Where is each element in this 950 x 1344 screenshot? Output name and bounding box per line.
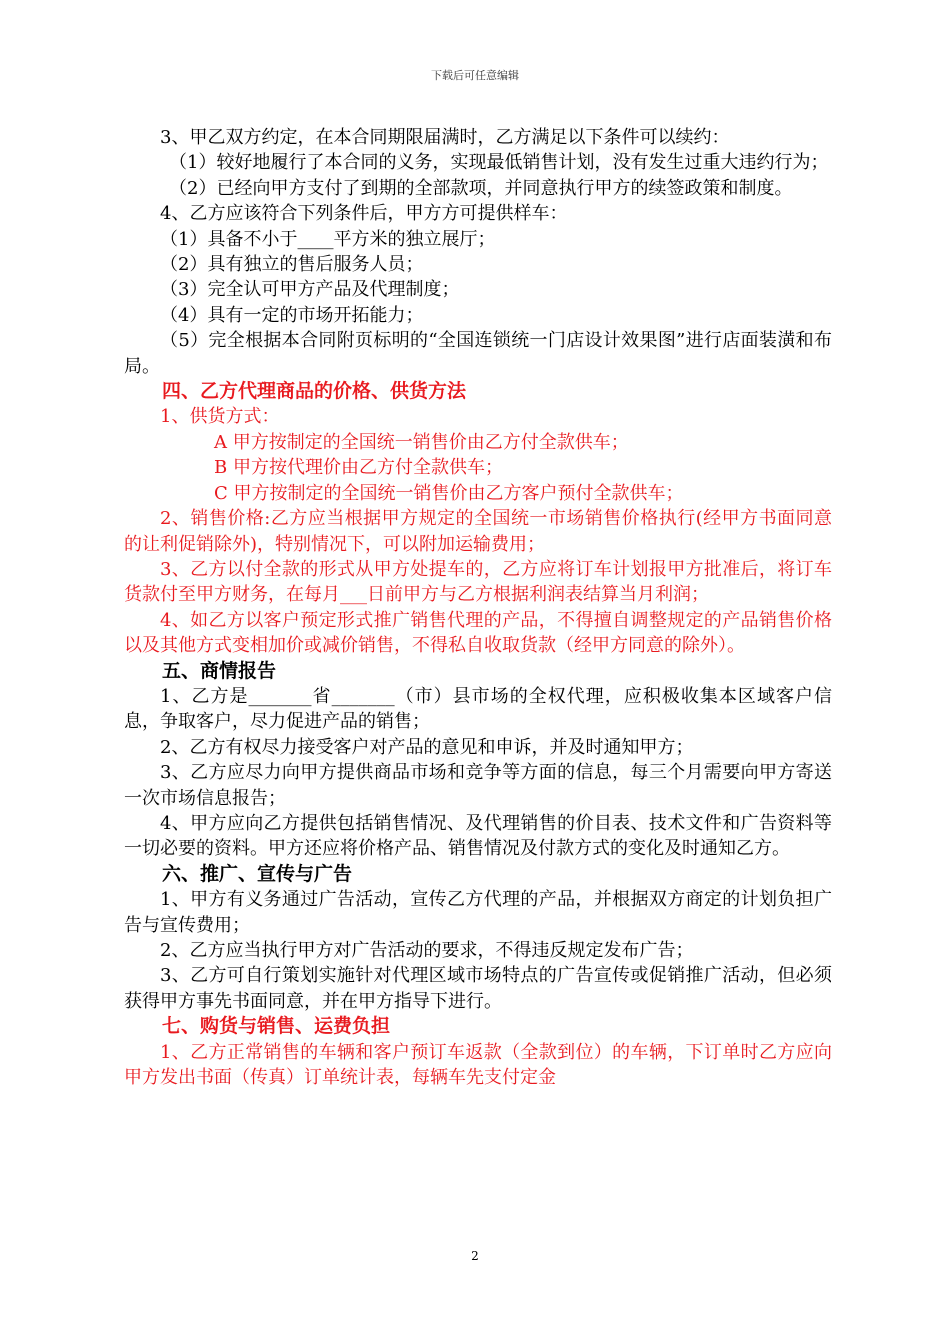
page-number: 2: [471, 1249, 479, 1263]
paragraph: 1、乙方是_______省_______（市）县市场的全权代理，应积极收集本区域客户信息，争取客户，尽力促进产品的销售；: [124, 685, 832, 733]
section-heading-6: 六、推广、宣传与广告: [162, 862, 353, 885]
paragraph: 4、甲方应向乙方提供包括销售情况、及代理销售的价目表、技术文件和广告资料等一切必要的资料。甲方还应将价格产品、销售情况及付款方式的变化及时通知乙方。: [124, 812, 832, 860]
paragraph: 2、乙方应当执行甲方对广告活动的要求，不得违反规定发布广告；: [160, 940, 694, 961]
paragraph: （3）完全认可甲方产品及代理制度；: [160, 279, 460, 301]
paragraph: A 甲方按制定的全国统一销售价由乙方付全款供车；: [214, 431, 629, 453]
section-heading-5: 五、商情报告: [162, 659, 277, 682]
paragraph: 2、乙方有权尽力接受客户对产品的意见和申诉，并及时通知甲方；: [160, 736, 694, 758]
paragraph: C 甲方按制定的全国统一销售价由乙方客户预付全款供车；: [214, 482, 684, 504]
paragraph: 3、甲乙双方约定，在本合同期限届满时，乙方满足以下条件可以续约：: [160, 127, 730, 148]
paragraph: （1）具备不小于____平方米的独立展厅；: [160, 228, 496, 250]
paragraph: （1）较好地履行了本合同的义务，实现最低销售计划，没有发生过重大违约行为；: [169, 152, 829, 174]
paragraph: 1、甲方有义务通过广告活动，宣传乙方代理的产品，并根据双方商定的计划负担广告与宣传费用；: [124, 889, 832, 936]
section-heading-7: 七、购货与销售、运费负担: [162, 1015, 391, 1038]
paragraph: （4）具有一定的市场开拓能力；: [160, 304, 424, 326]
paragraph: 3、乙方应尽力向甲方提供商品市场和竞争等方面的信息，每三个月需要向甲方寄送一次市场信息报告；: [124, 762, 832, 809]
paragraph: 1、供货方式：: [160, 406, 280, 428]
paragraph: B 甲方按代理价由乙方付全款供车；: [214, 457, 503, 479]
paragraph: 3、乙方可自行策划实施针对代理区域市场特点的广告宣传或促销推广活动，但必须获得甲方事先书面同意，并在甲方指导下进行。: [124, 965, 832, 1012]
paragraph: （5）完全根据本合同附页标明的“全国连锁统一门店设计效果图”进行店面装潢和布局。: [124, 330, 832, 377]
section-heading-4: 四、乙方代理商品的价格、供货方法: [162, 380, 467, 403]
paragraph: 2、销售价格:乙方应当根据甲方规定的全国统一市场销售价格执行(经甲方书面同意的让利促销除外)，特别情况下，可以附加运输费用；: [124, 508, 832, 555]
paragraph: （2）已经向甲方支付了到期的全部款项，并同意执行甲方的续签政策和制度。: [169, 177, 793, 199]
paragraph: （2）具有独立的售后服务人员；: [160, 254, 424, 276]
page-header: 下载后可任意编辑: [431, 69, 519, 82]
paragraph: 4、如乙方以客户预定形式推广销售代理的产品，不得擅自调整规定的产品销售价格以及其他方式变相加价或减价销售，不得私自收取货款（经甲方同意的除外）。: [124, 609, 832, 657]
document-body: [124, 125, 832, 1090]
paragraph: 1、乙方正常销售的车辆和客户预订车返款（全款到位）的车辆，下订单时乙方应向甲方发出书面（传真）订单统计表，每辆车先支付定金: [124, 1041, 832, 1089]
paragraph: 4、乙方应该符合下列条件后，甲方方可提供样车：: [160, 203, 568, 225]
paragraph: 3、乙方以付全款的形式从甲方处提车的，乙方应将订车计划报甲方批准后，将订车货款付至甲方财务，在每月___日前甲方与乙方根据利润表结算当月利润；: [124, 558, 832, 606]
